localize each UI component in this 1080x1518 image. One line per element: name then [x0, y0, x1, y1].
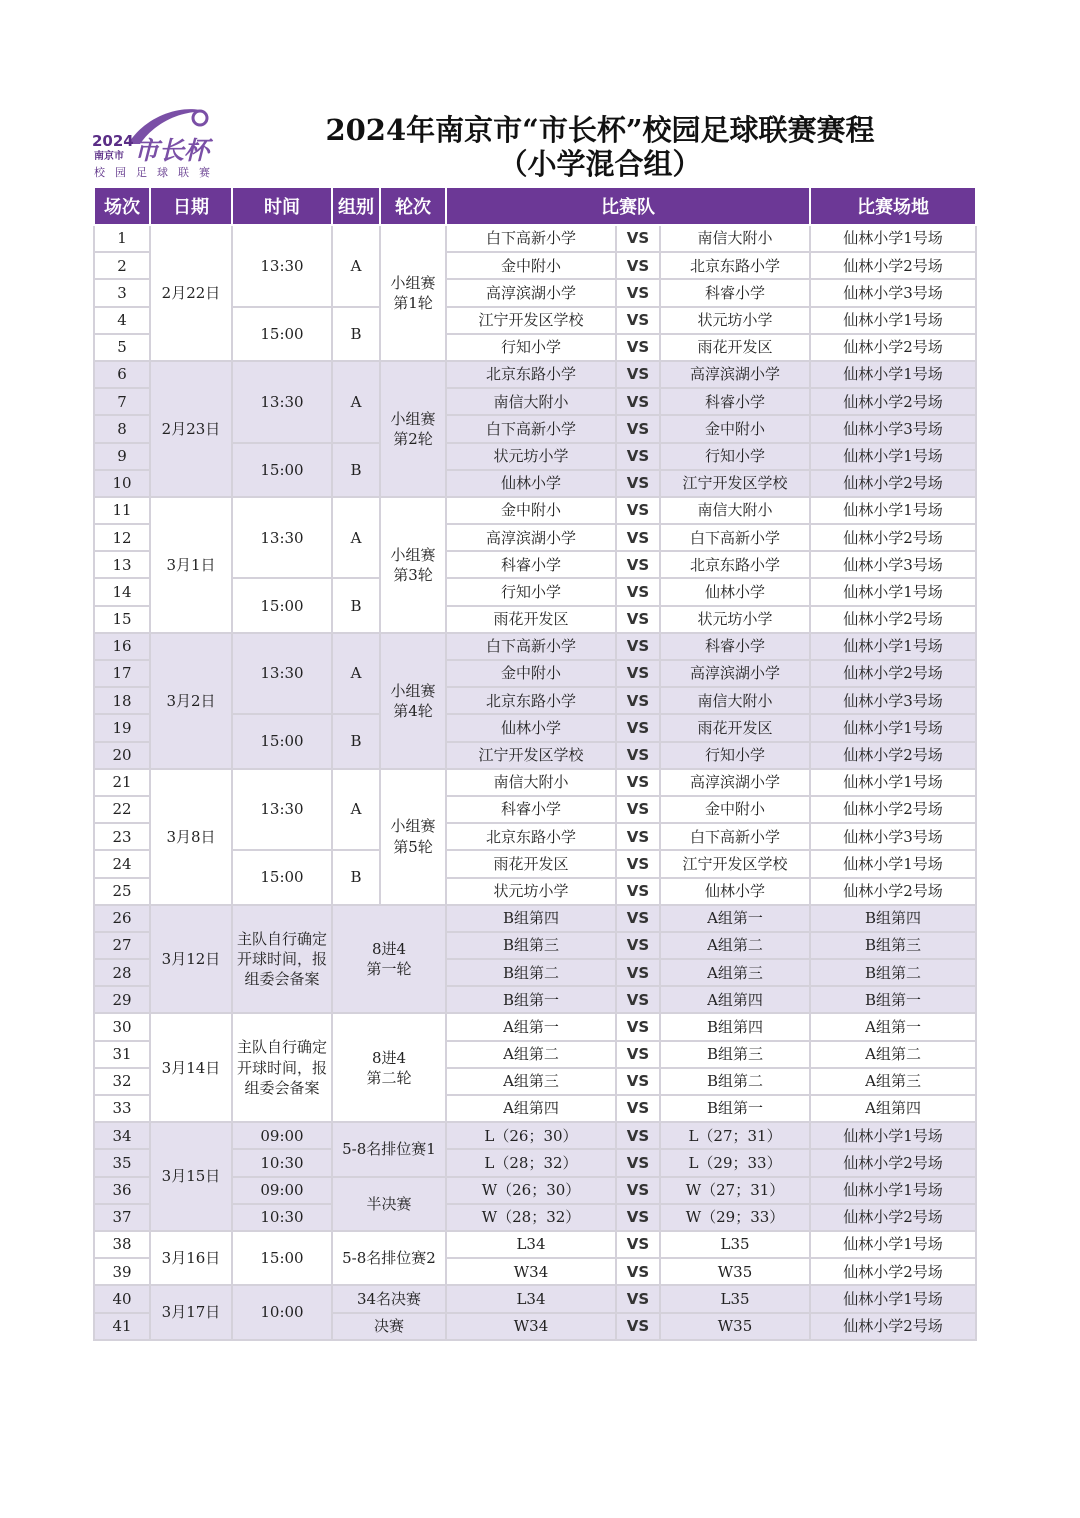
match-venue: 仙林小学2号场: [810, 796, 976, 823]
away-team: 南信大附小: [660, 687, 810, 714]
match-num: 39: [94, 1258, 150, 1285]
away-team: 高淳滨湖小学: [660, 361, 810, 388]
home-team: 高淳滨湖小学: [446, 524, 616, 551]
home-team: 北京东路小学: [446, 361, 616, 388]
home-team: B组第四: [446, 905, 616, 932]
home-team: 北京东路小学: [446, 823, 616, 850]
home-team: 雨花开发区: [446, 606, 616, 633]
vs-label: VS: [616, 524, 660, 551]
home-team: 金中附小: [446, 252, 616, 279]
round-label: 小组赛 第4轮: [380, 633, 446, 769]
match-num: 7: [94, 388, 150, 415]
match-num: 40: [94, 1285, 150, 1312]
match-venue: 仙林小学2号场: [810, 1313, 976, 1340]
match-group: A: [332, 225, 380, 307]
match-venue: 仙林小学1号场: [810, 578, 976, 605]
schedule-table: [93, 186, 977, 1341]
away-team: 南信大附小: [660, 497, 810, 524]
match-num: 5: [94, 334, 150, 361]
home-team: W34: [446, 1313, 616, 1340]
away-team: B组第四: [660, 1013, 810, 1040]
match-num: 15: [94, 606, 150, 633]
match-date: 3月12日: [150, 905, 232, 1014]
home-team: L（28；32）: [446, 1149, 616, 1176]
away-team: 状元坊小学: [660, 606, 810, 633]
round-label: 5-8名排位赛2: [332, 1231, 446, 1285]
match-group: A: [332, 497, 380, 579]
match-num: 8: [94, 415, 150, 442]
vs-label: VS: [616, 1149, 660, 1176]
home-team: L34: [446, 1231, 616, 1258]
vs-label: VS: [616, 823, 660, 850]
match-venue: 仙林小学1号场: [810, 443, 976, 470]
table-row: [94, 497, 976, 524]
match-time: 15:00: [232, 714, 332, 768]
ball-icon: [193, 111, 207, 125]
match-time: 15:00: [232, 1231, 332, 1285]
round-label: 半决赛: [332, 1177, 446, 1231]
vs-label: VS: [616, 687, 660, 714]
match-venue: 仙林小学3号场: [810, 551, 976, 578]
table-row: [94, 1122, 976, 1149]
vs-label: VS: [616, 252, 660, 279]
home-team: A组第三: [446, 1068, 616, 1095]
vs-label: VS: [616, 1231, 660, 1258]
home-team: 高淳滨湖小学: [446, 279, 616, 306]
match-venue: 仙林小学1号场: [810, 1122, 976, 1149]
home-team: 仙林小学: [446, 714, 616, 741]
match-time: 13:30: [232, 633, 332, 715]
match-venue: A组第三: [810, 1068, 976, 1095]
match-num: 33: [94, 1095, 150, 1122]
home-team: 白下高新小学: [446, 225, 616, 252]
logo-tagline: 校园足球联赛: [94, 166, 220, 179]
match-venue: 仙林小学2号场: [810, 252, 976, 279]
vs-label: VS: [616, 334, 660, 361]
away-team: A组第三: [660, 959, 810, 986]
home-team: 状元坊小学: [446, 878, 616, 905]
header-round: 轮次: [380, 187, 446, 225]
home-team: 科睿小学: [446, 551, 616, 578]
match-date: 3月1日: [150, 497, 232, 633]
away-team: 行知小学: [660, 443, 810, 470]
match-venue: 仙林小学1号场: [810, 1231, 976, 1258]
vs-label: VS: [616, 1013, 660, 1040]
away-team: 科睿小学: [660, 633, 810, 660]
home-team: B组第一: [446, 986, 616, 1013]
header-teams: 比赛队: [446, 187, 810, 225]
match-venue: 仙林小学1号场: [810, 633, 976, 660]
vs-label: VS: [616, 1177, 660, 1204]
match-group: A: [332, 769, 380, 851]
home-team: 北京东路小学: [446, 687, 616, 714]
match-num: 13: [94, 551, 150, 578]
match-venue: B组第一: [810, 986, 976, 1013]
away-team: 金中附小: [660, 796, 810, 823]
vs-label: VS: [616, 905, 660, 932]
vs-label: VS: [616, 470, 660, 497]
round-label: 小组赛 第5轮: [380, 769, 446, 905]
away-team: 金中附小: [660, 415, 810, 442]
home-team: W（26；30）: [446, 1177, 616, 1204]
match-num: 16: [94, 633, 150, 660]
match-venue: 仙林小学2号场: [810, 606, 976, 633]
table-row: [94, 361, 976, 388]
home-team: W34: [446, 1258, 616, 1285]
match-num: 35: [94, 1149, 150, 1176]
match-num: 10: [94, 470, 150, 497]
match-venue: 仙林小学3号场: [810, 823, 976, 850]
away-team: L（29；33）: [660, 1149, 810, 1176]
vs-label: VS: [616, 307, 660, 334]
vs-label: VS: [616, 959, 660, 986]
home-team: 行知小学: [446, 334, 616, 361]
match-group: A: [332, 633, 380, 715]
header-venue: 比赛场地: [810, 187, 976, 225]
match-date: 3月17日: [150, 1285, 232, 1339]
away-team: 北京东路小学: [660, 551, 810, 578]
away-team: 雨花开发区: [660, 714, 810, 741]
vs-label: VS: [616, 606, 660, 633]
vs-label: VS: [616, 850, 660, 877]
vs-label: VS: [616, 225, 660, 252]
match-venue: 仙林小学1号场: [810, 307, 976, 334]
match-time: 10:30: [232, 1149, 332, 1176]
away-team: W35: [660, 1313, 810, 1340]
match-venue: 仙林小学2号场: [810, 660, 976, 687]
vs-label: VS: [616, 1285, 660, 1312]
vs-label: VS: [616, 1258, 660, 1285]
match-num: 30: [94, 1013, 150, 1040]
vs-label: VS: [616, 443, 660, 470]
match-time: 15:00: [232, 443, 332, 497]
match-num: 26: [94, 905, 150, 932]
home-team: 仙林小学: [446, 470, 616, 497]
match-date: 3月8日: [150, 769, 232, 905]
away-team: A组第四: [660, 986, 810, 1013]
match-num: 9: [94, 443, 150, 470]
home-team: 江宁开发区学校: [446, 307, 616, 334]
vs-label: VS: [616, 551, 660, 578]
away-team: L（27；31）: [660, 1122, 810, 1149]
match-venue: 仙林小学3号场: [810, 279, 976, 306]
match-venue: 仙林小学2号场: [810, 388, 976, 415]
round-label: 8进4 第二轮: [332, 1013, 446, 1122]
match-venue: 仙林小学2号场: [810, 1258, 976, 1285]
away-team: W（27；31）: [660, 1177, 810, 1204]
vs-label: VS: [616, 878, 660, 905]
away-team: 仙林小学: [660, 578, 810, 605]
match-time: 15:00: [232, 578, 332, 632]
home-team: L34: [446, 1285, 616, 1312]
vs-label: VS: [616, 1313, 660, 1340]
match-num: 20: [94, 742, 150, 769]
vs-label: VS: [616, 714, 660, 741]
match-num: 38: [94, 1231, 150, 1258]
match-venue: 仙林小学1号场: [810, 1285, 976, 1312]
home-team: 金中附小: [446, 660, 616, 687]
match-num: 37: [94, 1204, 150, 1231]
logo-city: 南京市: [94, 151, 124, 162]
match-venue: A组第四: [810, 1095, 976, 1122]
vs-label: VS: [616, 415, 660, 442]
match-venue: 仙林小学2号场: [810, 524, 976, 551]
away-team: 科睿小学: [660, 279, 810, 306]
match-venue: 仙林小学2号场: [810, 334, 976, 361]
table-row: [94, 1285, 976, 1312]
match-num: 25: [94, 878, 150, 905]
table-row: [94, 1013, 976, 1040]
table-row: [94, 1231, 976, 1258]
home-team: 行知小学: [446, 578, 616, 605]
vs-label: VS: [616, 361, 660, 388]
away-team: 科睿小学: [660, 388, 810, 415]
match-time: 13:30: [232, 225, 332, 307]
match-num: 6: [94, 361, 150, 388]
header-num: 场次: [94, 187, 150, 225]
match-venue: 仙林小学2号场: [810, 470, 976, 497]
match-num: 36: [94, 1177, 150, 1204]
away-team: W（29；33）: [660, 1204, 810, 1231]
match-venue: 仙林小学1号场: [810, 361, 976, 388]
home-team: 白下高新小学: [446, 633, 616, 660]
vs-label: VS: [616, 1068, 660, 1095]
round-label: 小组赛 第2轮: [380, 361, 446, 497]
match-venue: 仙林小学2号场: [810, 1149, 976, 1176]
match-time: 09:00: [232, 1122, 332, 1149]
home-team: A组第二: [446, 1041, 616, 1068]
round-label: 5-8名排位赛1: [332, 1122, 446, 1176]
match-num: 21: [94, 769, 150, 796]
match-time: 13:30: [232, 769, 332, 851]
vs-label: VS: [616, 1041, 660, 1068]
home-team: W（28；32）: [446, 1204, 616, 1231]
away-team: B组第二: [660, 1068, 810, 1095]
match-group: B: [332, 443, 380, 497]
away-team: 高淳滨湖小学: [660, 769, 810, 796]
vs-label: VS: [616, 986, 660, 1013]
home-team: 南信大附小: [446, 388, 616, 415]
match-num: 11: [94, 497, 150, 524]
match-venue: 仙林小学1号场: [810, 225, 976, 252]
league-logo: [88, 104, 238, 180]
match-venue: B组第四: [810, 905, 976, 932]
vs-label: VS: [616, 578, 660, 605]
round-label: 小组赛 第1轮: [380, 225, 446, 361]
match-venue: 仙林小学3号场: [810, 687, 976, 714]
match-num: 4: [94, 307, 150, 334]
page-title: 2024年南京市“市长杯”校园足球联赛赛程: [325, 113, 875, 147]
home-team: L（26；30）: [446, 1122, 616, 1149]
match-date: 3月14日: [150, 1013, 232, 1122]
vs-label: VS: [616, 388, 660, 415]
table-row: [94, 225, 976, 252]
away-team: 雨花开发区: [660, 334, 810, 361]
away-team: L35: [660, 1231, 810, 1258]
away-team: B组第三: [660, 1041, 810, 1068]
header-time: 时间: [232, 187, 332, 225]
match-time: 13:30: [232, 497, 332, 579]
round-label: 决赛: [332, 1313, 446, 1340]
match-venue: 仙林小学3号场: [810, 415, 976, 442]
match-venue: 仙林小学1号场: [810, 769, 976, 796]
schedule-body: [94, 225, 976, 1340]
home-team: B组第二: [446, 959, 616, 986]
logo-name: 市长杯: [134, 136, 210, 165]
match-time: 10:30: [232, 1204, 332, 1231]
home-team: 雨花开发区: [446, 850, 616, 877]
match-group: B: [332, 714, 380, 768]
vs-label: VS: [616, 932, 660, 959]
match-num: 41: [94, 1313, 150, 1340]
match-date: 2月23日: [150, 361, 232, 497]
home-team: A组第一: [446, 1013, 616, 1040]
vs-label: VS: [616, 1095, 660, 1122]
table-row: [94, 633, 976, 660]
away-team: 仙林小学: [660, 878, 810, 905]
kickoff-note: 主队自行确定开球时间，报组委会备案: [232, 1013, 332, 1122]
match-venue: 仙林小学1号场: [810, 1177, 976, 1204]
match-num: 24: [94, 850, 150, 877]
away-team: 北京东路小学: [660, 252, 810, 279]
away-team: 白下高新小学: [660, 823, 810, 850]
match-num: 14: [94, 578, 150, 605]
vs-label: VS: [616, 796, 660, 823]
home-team: 南信大附小: [446, 769, 616, 796]
match-date: 3月2日: [150, 633, 232, 769]
match-num: 34: [94, 1122, 150, 1149]
home-team: A组第四: [446, 1095, 616, 1122]
home-team: 科睿小学: [446, 796, 616, 823]
match-date: 3月15日: [150, 1122, 232, 1231]
header-date: 日期: [150, 187, 232, 225]
match-venue: A组第二: [810, 1041, 976, 1068]
match-venue: 仙林小学1号场: [810, 714, 976, 741]
match-time: 15:00: [232, 850, 332, 904]
home-team: 白下高新小学: [446, 415, 616, 442]
vs-label: VS: [616, 1204, 660, 1231]
kickoff-note: 主队自行确定开球时间，报组委会备案: [232, 905, 332, 1014]
match-num: 2: [94, 252, 150, 279]
match-num: 22: [94, 796, 150, 823]
away-team: L35: [660, 1285, 810, 1312]
match-group: B: [332, 307, 380, 361]
match-group: B: [332, 578, 380, 632]
match-num: 23: [94, 823, 150, 850]
match-num: 17: [94, 660, 150, 687]
away-team: B组第一: [660, 1095, 810, 1122]
match-num: 27: [94, 932, 150, 959]
match-num: 28: [94, 959, 150, 986]
away-team: 江宁开发区学校: [660, 470, 810, 497]
match-num: 3: [94, 279, 150, 306]
vs-label: VS: [616, 633, 660, 660]
match-venue: 仙林小学2号场: [810, 742, 976, 769]
match-group: B: [332, 850, 380, 904]
away-team: A组第二: [660, 932, 810, 959]
match-num: 1: [94, 225, 150, 252]
match-num: 19: [94, 714, 150, 741]
vs-label: VS: [616, 769, 660, 796]
round-label: 34名决赛: [332, 1285, 446, 1312]
match-venue: A组第一: [810, 1013, 976, 1040]
away-team: 南信大附小: [660, 225, 810, 252]
logo-year: 2024: [92, 132, 134, 150]
home-team: 江宁开发区学校: [446, 742, 616, 769]
header-group: 组别: [332, 187, 380, 225]
match-venue: 仙林小学2号场: [810, 878, 976, 905]
home-team: B组第三: [446, 932, 616, 959]
match-time: 15:00: [232, 307, 332, 361]
away-team: W35: [660, 1258, 810, 1285]
away-team: 状元坊小学: [660, 307, 810, 334]
match-time: 13:30: [232, 361, 332, 443]
match-venue: 仙林小学2号场: [810, 1204, 976, 1231]
match-date: 2月22日: [150, 225, 232, 361]
away-team: 高淳滨湖小学: [660, 660, 810, 687]
match-num: 32: [94, 1068, 150, 1095]
match-time: 09:00: [232, 1177, 332, 1204]
page-subtitle: （小学混合组）: [498, 147, 702, 181]
match-num: 29: [94, 986, 150, 1013]
vs-label: VS: [616, 660, 660, 687]
vs-label: VS: [616, 279, 660, 306]
round-label: 8进4 第一轮: [332, 905, 446, 1014]
away-team: 江宁开发区学校: [660, 850, 810, 877]
round-label: 小组赛 第3轮: [380, 497, 446, 633]
away-team: 白下高新小学: [660, 524, 810, 551]
match-venue: 仙林小学1号场: [810, 850, 976, 877]
match-date: 3月16日: [150, 1231, 232, 1285]
home-team: 金中附小: [446, 497, 616, 524]
away-team: 行知小学: [660, 742, 810, 769]
match-venue: B组第三: [810, 932, 976, 959]
table-row: [94, 769, 976, 796]
table-header: [94, 187, 976, 225]
match-venue: B组第二: [810, 959, 976, 986]
match-num: 31: [94, 1041, 150, 1068]
match-venue: 仙林小学1号场: [810, 497, 976, 524]
vs-label: VS: [616, 497, 660, 524]
match-num: 18: [94, 687, 150, 714]
match-num: 12: [94, 524, 150, 551]
match-time: 10:00: [232, 1285, 332, 1339]
vs-label: VS: [616, 742, 660, 769]
away-team: A组第一: [660, 905, 810, 932]
vs-label: VS: [616, 1122, 660, 1149]
table-row: [94, 905, 976, 932]
home-team: 状元坊小学: [446, 443, 616, 470]
match-group: A: [332, 361, 380, 443]
